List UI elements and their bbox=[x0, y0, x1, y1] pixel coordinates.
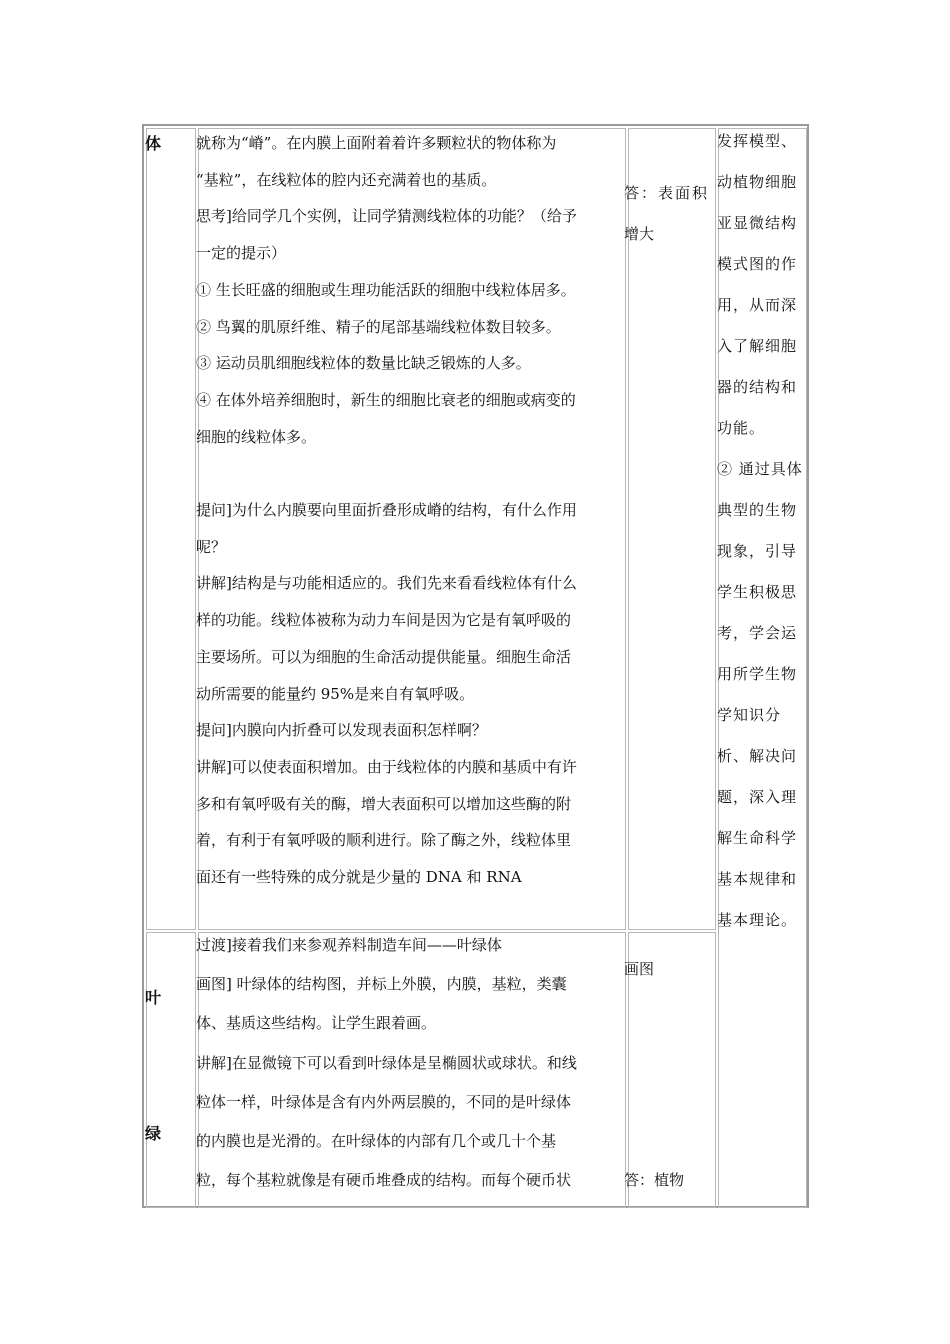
mitochondria-text-line: 样的功能。线粒体被称为动力车间是因为它是有氧呼吸的 bbox=[196, 611, 572, 630]
mitochondria-text-line: ① 生长旺盛的细胞或生理功能活跃的细胞中线粒体居多。 bbox=[196, 280, 576, 299]
mitochondria-text-line: 一定的提示） bbox=[196, 244, 287, 263]
mitochondria-text-line: 着，有利于有氧呼吸的顺利进行。除了酶之外，线粒体里 bbox=[196, 831, 572, 850]
chloroplast-text-line: 讲解]在显微镜下可以看到叶绿体是呈椭圆状或球状。和线 bbox=[196, 1053, 577, 1072]
mitochondria-text-line: 就称为“嵴”。在内膜上面附着着许多颗粒状的物体称为 bbox=[196, 134, 557, 152]
student-answer-line-1: 答：表面积 bbox=[624, 184, 710, 202]
design-intent-text-line: 用所学生物 bbox=[717, 665, 798, 683]
mitochondria-text-line: 主要场所。可以为细胞的生命活动提供能量。细胞生命活 bbox=[196, 647, 572, 666]
section-label-lv: 绿 bbox=[145, 1124, 162, 1143]
design-intent-text-line: 考，学会运 bbox=[717, 624, 798, 642]
mitochondria-text-line: 思考]给同学几个实例，让同学猜测线粒体的功能？（给予 bbox=[196, 207, 577, 226]
design-intent-text-line: 解生命科学 bbox=[717, 829, 798, 847]
section-cell-chloroplast bbox=[146, 932, 196, 1208]
design-intent-text-line: ② 通过具体 bbox=[717, 460, 803, 478]
design-intent-text-line: 用，从而深 bbox=[717, 296, 798, 314]
student-draw-label: 画图 bbox=[624, 960, 655, 978]
design-intent-text-line: 学知识分 bbox=[717, 706, 782, 724]
section-cell-mitochondria bbox=[146, 128, 196, 930]
mitochondria-text-line: 讲解]结构是与功能相适应的。我们先来看看线粒体有什么 bbox=[196, 574, 577, 593]
mitochondria-text-line: ④ 在体外培养细胞时，新生的细胞比衰老的细胞或病变的 bbox=[196, 390, 576, 409]
mitochondria-text-line: 面还有一些特殊的成分就是少量的 DNA 和 RNA bbox=[196, 868, 522, 886]
design-intent-text-line: 现象，引导 bbox=[717, 542, 798, 560]
design-intent-text-line: 模式图的作 bbox=[717, 255, 798, 273]
student-answer-plant: 答：植物 bbox=[624, 1171, 685, 1189]
student-activity-cell-top bbox=[628, 128, 716, 930]
section-label-ti: 体 bbox=[145, 134, 162, 153]
design-intent-text-line: 亚显微结构 bbox=[717, 214, 798, 232]
mitochondria-text-line: 提问]为什么内膜要向里面折叠形成嵴的结构，有什么作用 bbox=[196, 501, 577, 519]
design-intent-text-line: 动植物细胞 bbox=[717, 173, 798, 191]
mitochondria-text-line: ③ 运动员肌细胞线粒体的数量比缺乏锻炼的人多。 bbox=[196, 354, 531, 373]
design-intent-text-line: 功能。 bbox=[717, 419, 766, 437]
mitochondria-text-line: 讲解]可以使表面积增加。由于线粒体的内膜和基质中有许 bbox=[196, 757, 577, 776]
design-intent-text-line: 基本规律和 bbox=[717, 870, 798, 888]
chloroplast-text-line: 的内膜也是光滑的。在叶绿体的内部有几个或几十个基 bbox=[196, 1132, 557, 1150]
mitochondria-text-line: ② 鸟翼的肌原纤维、精子的尾部基端线粒体数目较多。 bbox=[196, 317, 561, 336]
design-intent-text-line: 器的结构和 bbox=[717, 378, 798, 396]
chloroplast-text-line: 粒体一样，叶绿体是含有内外两层膜的，不同的是叶绿体 bbox=[196, 1092, 572, 1111]
mitochondria-text-line: 细胞的线粒体多。 bbox=[196, 427, 317, 446]
mitochondria-text-line: 多和有氧呼吸有关的酶，增大表面积可以增加这些酶的附 bbox=[196, 794, 572, 813]
design-intent-text-line: 析、解决问 bbox=[717, 747, 798, 765]
mitochondria-text-line: “基粒”，在线粒体的腔内还充满着也的基质。 bbox=[196, 170, 497, 189]
student-answer-line-2: 增大 bbox=[624, 225, 655, 243]
design-intent-text-line: 基本理论。 bbox=[717, 911, 798, 929]
mitochondria-text-line: 呢？ bbox=[196, 537, 227, 556]
chloroplast-text-line: 体、基质这些结构。让学生跟着画。 bbox=[196, 1014, 437, 1033]
chloroplast-text-line: 过渡]接着我们来参观养料制造车间——叶绿体 bbox=[196, 936, 502, 954]
design-intent-text-line: 发挥模型、 bbox=[717, 132, 798, 150]
mitochondria-text-line: 动所需要的能量约 95%是来自有氧呼吸。 bbox=[196, 684, 475, 703]
design-intent-text-line: 典型的生物 bbox=[717, 501, 798, 519]
design-intent-text-line: 学生积极思 bbox=[717, 583, 798, 601]
design-intent-text-line: 入了解细胞 bbox=[717, 337, 798, 355]
design-intent-text-line: 题，深入理 bbox=[717, 788, 798, 806]
section-label-ye: 叶 bbox=[145, 988, 162, 1007]
chloroplast-text-line: 画图] 叶绿体的结构图，并标上外膜，内膜，基粒，类囊 bbox=[196, 975, 567, 994]
mitochondria-text-line: 提问]内膜向内折叠可以发现表面积怎样啊？ bbox=[196, 721, 487, 740]
chloroplast-text-line: 粒，每个基粒就像是有硬币堆叠成的结构。而每个硬币状 bbox=[196, 1171, 572, 1190]
